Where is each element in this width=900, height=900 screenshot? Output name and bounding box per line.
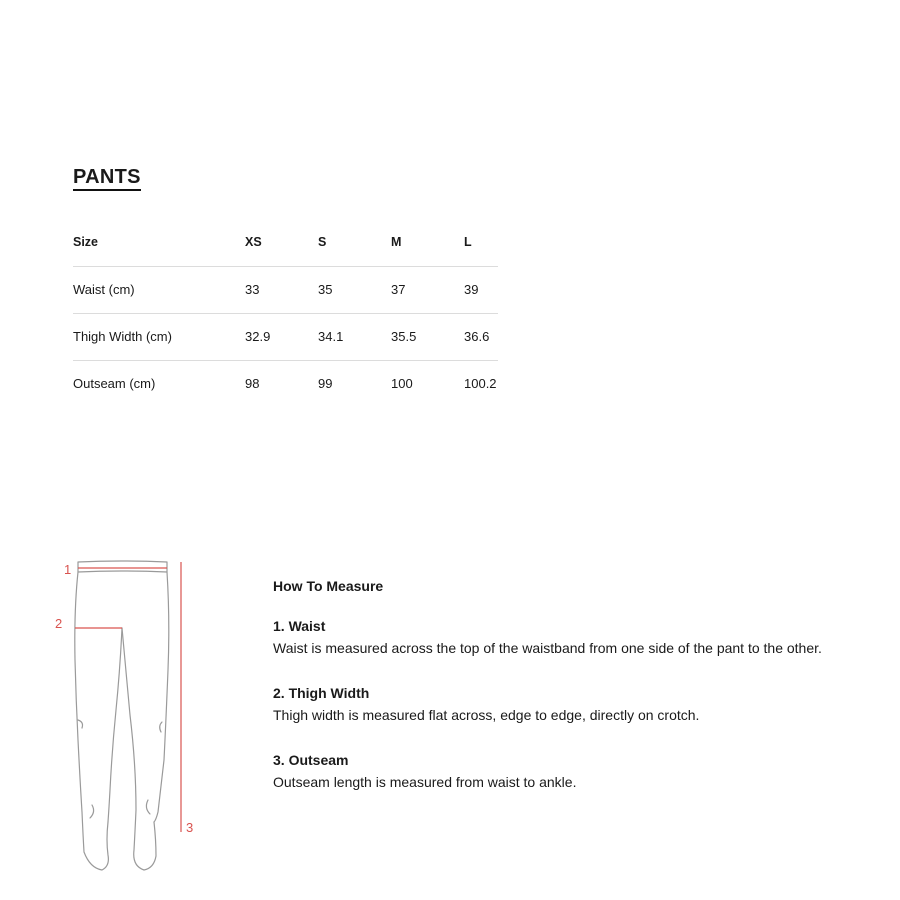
row-label: Outseam (cm) <box>73 360 245 407</box>
how-to-measure-section <box>273 578 893 819</box>
column-header: XS <box>245 235 262 250</box>
table-cell: 39 <box>464 266 498 313</box>
row-label: Thigh Width (cm) <box>73 313 245 360</box>
table-cell: 100 <box>391 360 464 407</box>
column-header: L <box>464 235 472 250</box>
measure-item-outseam <box>273 752 893 790</box>
size-chart-table <box>73 219 498 407</box>
table-cell: 36.6 <box>464 313 498 360</box>
table-header-row <box>73 219 498 266</box>
item-description: Thigh width is measured flat across, edge to edge, directly on crotch. <box>273 707 700 723</box>
table-cell: 35 <box>318 266 391 313</box>
item-description: Outseam length is measured from waist to ankle. <box>273 774 577 790</box>
pants-measurement-diagram <box>40 550 220 880</box>
column-header: S <box>318 235 327 250</box>
table-row <box>73 313 498 360</box>
table-cell: 33 <box>245 266 318 313</box>
table-row <box>73 360 498 407</box>
pants-outline <box>75 561 169 870</box>
measure-item-waist <box>273 618 893 656</box>
table-cell: 35.5 <box>391 313 464 360</box>
table-cell: 32.9 <box>245 313 318 360</box>
outseam-marker-label: 3 <box>186 820 194 835</box>
page-title: PANTS <box>73 166 141 191</box>
section-heading: How To Measure <box>273 578 384 594</box>
table-cell: 100.2 <box>464 360 498 407</box>
table-cell: 99 <box>318 360 391 407</box>
row-label: Waist (cm) <box>73 266 245 313</box>
table-row <box>73 266 498 313</box>
waist-marker-label: 1 <box>64 562 72 577</box>
item-title: 1. Waist <box>273 618 326 634</box>
item-description: Waist is measured across the top of the waistband from one side of the pant to the other. <box>273 640 822 656</box>
measure-item-thigh <box>273 685 893 723</box>
item-title: 3. Outseam <box>273 752 349 768</box>
thigh-marker-label: 2 <box>55 616 63 631</box>
table-cell: 37 <box>391 266 464 313</box>
item-title: 2. Thigh Width <box>273 685 370 701</box>
table-cell: 98 <box>245 360 318 407</box>
table-cell: 34.1 <box>318 313 391 360</box>
column-header: M <box>391 235 402 250</box>
column-header: Size <box>73 235 99 250</box>
